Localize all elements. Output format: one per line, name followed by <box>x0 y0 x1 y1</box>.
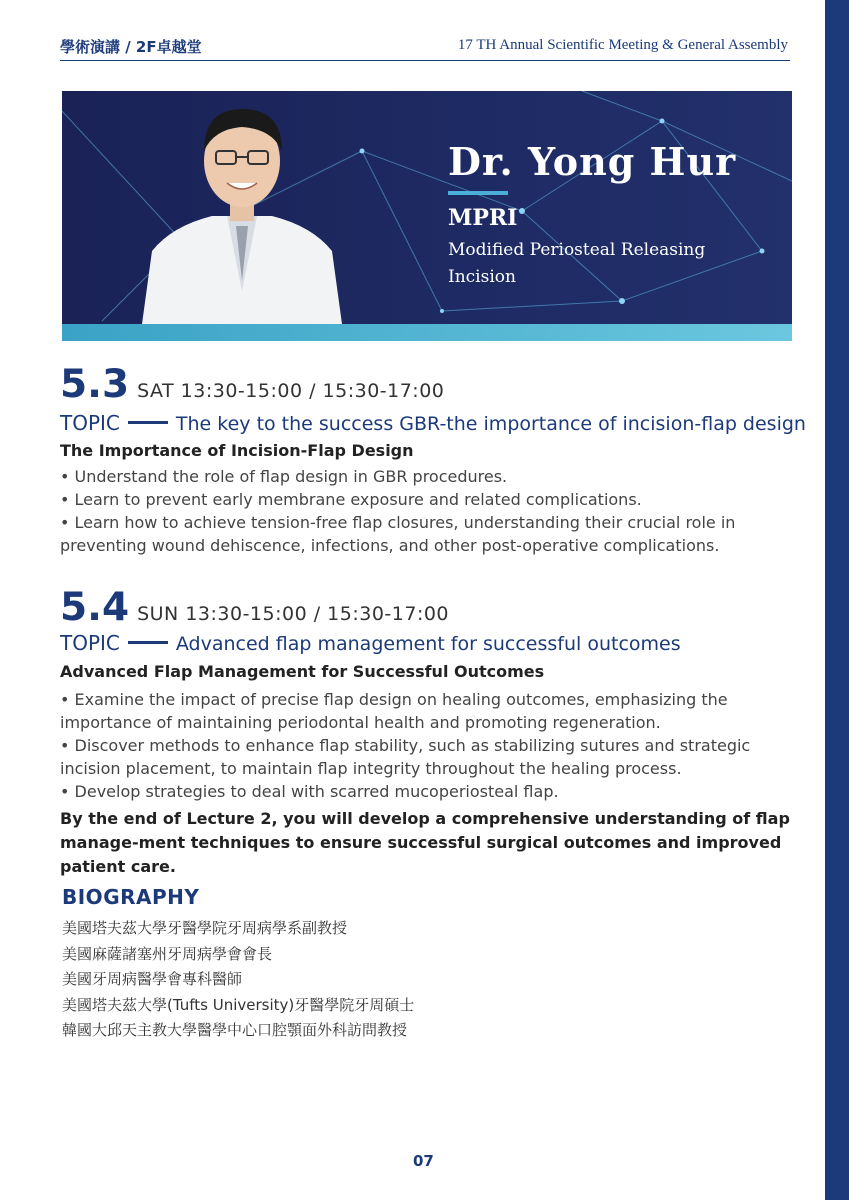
session-2-subtitle: Advanced Flap Management for Successful Outcomes <box>60 662 545 681</box>
session-1-subtitle: The Importance of Incision-Flap Design <box>60 441 414 460</box>
session-1-time: SAT 13:30-15:00 / 15:30-17:00 <box>137 380 445 402</box>
session-2-bullets <box>60 688 790 803</box>
session-2-conclusion: By the end of Lecture 2, you will develop a comprehensive understanding of flap manage-ment techniques to ensure successful surgical outcomes and improved patient care. <box>60 809 790 876</box>
speaker-banner <box>62 91 792 341</box>
session-1-bullets <box>60 465 790 557</box>
biography-item: 美國牙周病醫學會專科醫師 <box>62 970 243 988</box>
session-2-date-line <box>60 585 449 630</box>
session-2-topic-label: TOPIC <box>60 631 120 655</box>
session-1-date: 5.3 <box>60 362 130 407</box>
bullet-item: • Learn how to achieve tension-free flap closures, understanding their crucial role in preventing wound dehiscence, infections, and other post-operative complications. <box>60 513 736 555</box>
session-2-time: SUN 13:30-15:00 / 15:30-17:00 <box>137 603 450 625</box>
session-1-topic: The key to the success GBR-the importance of incision-flap design <box>175 413 806 435</box>
biography-item: 美國麻薩諸塞州牙周病學會會長 <box>62 944 273 963</box>
bullet-item: • Examine the impact of precise flap design on healing outcomes, emphasizing the importance of maintaining periodontal health and promoting regeneration. <box>60 690 728 732</box>
bullet-item: • Understand the role of flap design in GBR procedures. <box>60 467 508 486</box>
speaker-name: Dr. Yong Hur <box>448 139 737 184</box>
biography-item: 美國塔夫茲大學(Tufts University)牙醫學院牙周碩士 <box>62 995 415 1014</box>
header-event-title: 17 TH Annual Scientific Meeting & General Assembly <box>457 37 788 53</box>
bullet-item: • Learn to prevent early membrane exposure and related complications. <box>60 490 642 509</box>
session-1-date-line <box>60 362 444 407</box>
bullet-item: • Develop strategies to deal with scarred mucoperiosteal flap. <box>60 782 559 801</box>
side-accent-bar <box>825 0 849 1200</box>
page-number: 07 <box>413 1152 434 1170</box>
biography-item: 韓國大邱天主教大學醫學中心口腔顎面外科訪問教授 <box>62 1021 408 1039</box>
session-2-date: 5.4 <box>60 585 130 630</box>
lecture-title: MPRI <box>448 205 518 231</box>
topic-dash <box>128 421 168 424</box>
header-divider <box>60 60 790 61</box>
session-1-topic-line <box>60 411 806 435</box>
session-2-topic: Advanced flap management for successful outcomes <box>175 633 681 655</box>
session-2-topic-line <box>60 631 681 655</box>
banner-bottom-strip <box>62 324 792 341</box>
biography-heading: BIOGRAPHY <box>62 885 200 909</box>
name-underline <box>448 191 508 195</box>
speaker-portrait-image <box>132 91 352 324</box>
lecture-subtitle: Modified Periosteal Releasing Incision <box>448 240 706 287</box>
topic-dash <box>128 641 168 644</box>
biography-list <box>62 916 414 1044</box>
header-section-label: 學術演講 / 2F卓越堂 <box>60 38 202 56</box>
biography-item: 美國塔夫茲大學牙醫學院牙周病學系副教授 <box>62 919 348 937</box>
bullet-item: • Discover methods to enhance flap stability, such as stabilizing sutures and strategic incision placement, to maintain flap integrity throughout the healing process. <box>60 736 751 778</box>
session-1-topic-label: TOPIC <box>60 411 120 435</box>
